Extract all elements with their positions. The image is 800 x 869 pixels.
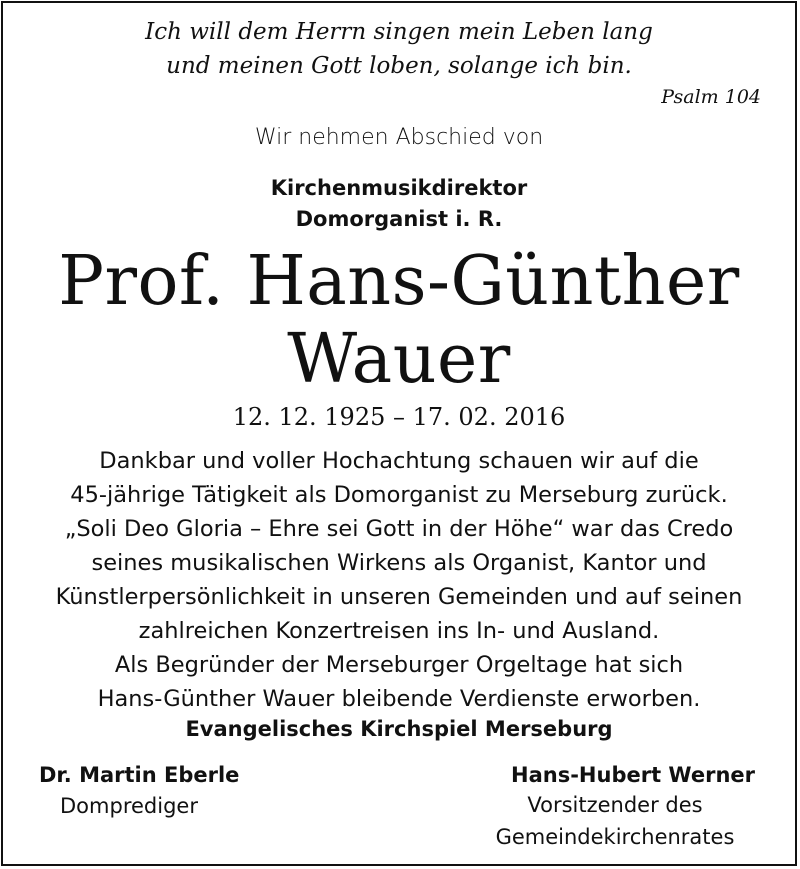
quote-line-2: und meinen Gott loben, solange ich bin. [166,53,632,79]
body-line: „Soli Deo Gloria – Ehre sei Gott in der Höhe“ war das Credo [64,516,734,542]
name-line-1: Prof. Hans-Günther [58,242,740,321]
titles [3,173,795,235]
signatory-role: Domprediger [60,794,198,818]
body-line: Dankbar und voller Hochachtung schauen wir auf die [99,448,699,474]
quote-source: Psalm 104 [661,86,761,108]
body-line: Als Begründer der Merseburger Orgeltage hat sich [114,652,684,678]
organization-name: Evangelisches Kirchspiel Merseburg [185,717,613,741]
body-text [3,444,795,716]
intro-text: Wir nehmen Abschied von [254,125,544,150]
body-line: Künstlerpersönlichkeit in unseren Gemeinden und auf seinen [55,584,743,610]
body-line: Hans-Günther Wauer bleibende Verdienste erworben. [97,686,701,712]
body-line: zahlreichen Konzertreisen ins In- und Ausland. [138,618,660,644]
title-line-1: Kirchenmusikdirektor [270,176,528,200]
body-line: 45-jährige Tätigkeit als Domorganist zu Merseburg zurück. [70,482,728,508]
signatory-name: Hans-Hubert Werner [511,763,755,787]
role-line: Gemeindekirchenrates [495,825,735,849]
deceased-name [3,243,795,399]
signatory-left [39,763,269,823]
quote-line-1: Ich will dem Herrn singen mein Leben lang [145,19,653,45]
signatory-right [475,763,755,853]
bible-quote [3,15,795,83]
signatory-name: Dr. Martin Eberle [39,763,240,787]
signatory-role [475,789,755,853]
role-line: Vorsitzender des [527,793,703,817]
body-line: seines musikalischen Wirkens als Organist, Kantor und [91,550,707,576]
name-line-2: Wauer [287,320,511,399]
obituary-notice [1,1,797,866]
title-line-2: Domorganist i. R. [295,207,503,231]
life-dates: 12. 12. 1925 – 17. 02. 2016 [232,403,566,431]
